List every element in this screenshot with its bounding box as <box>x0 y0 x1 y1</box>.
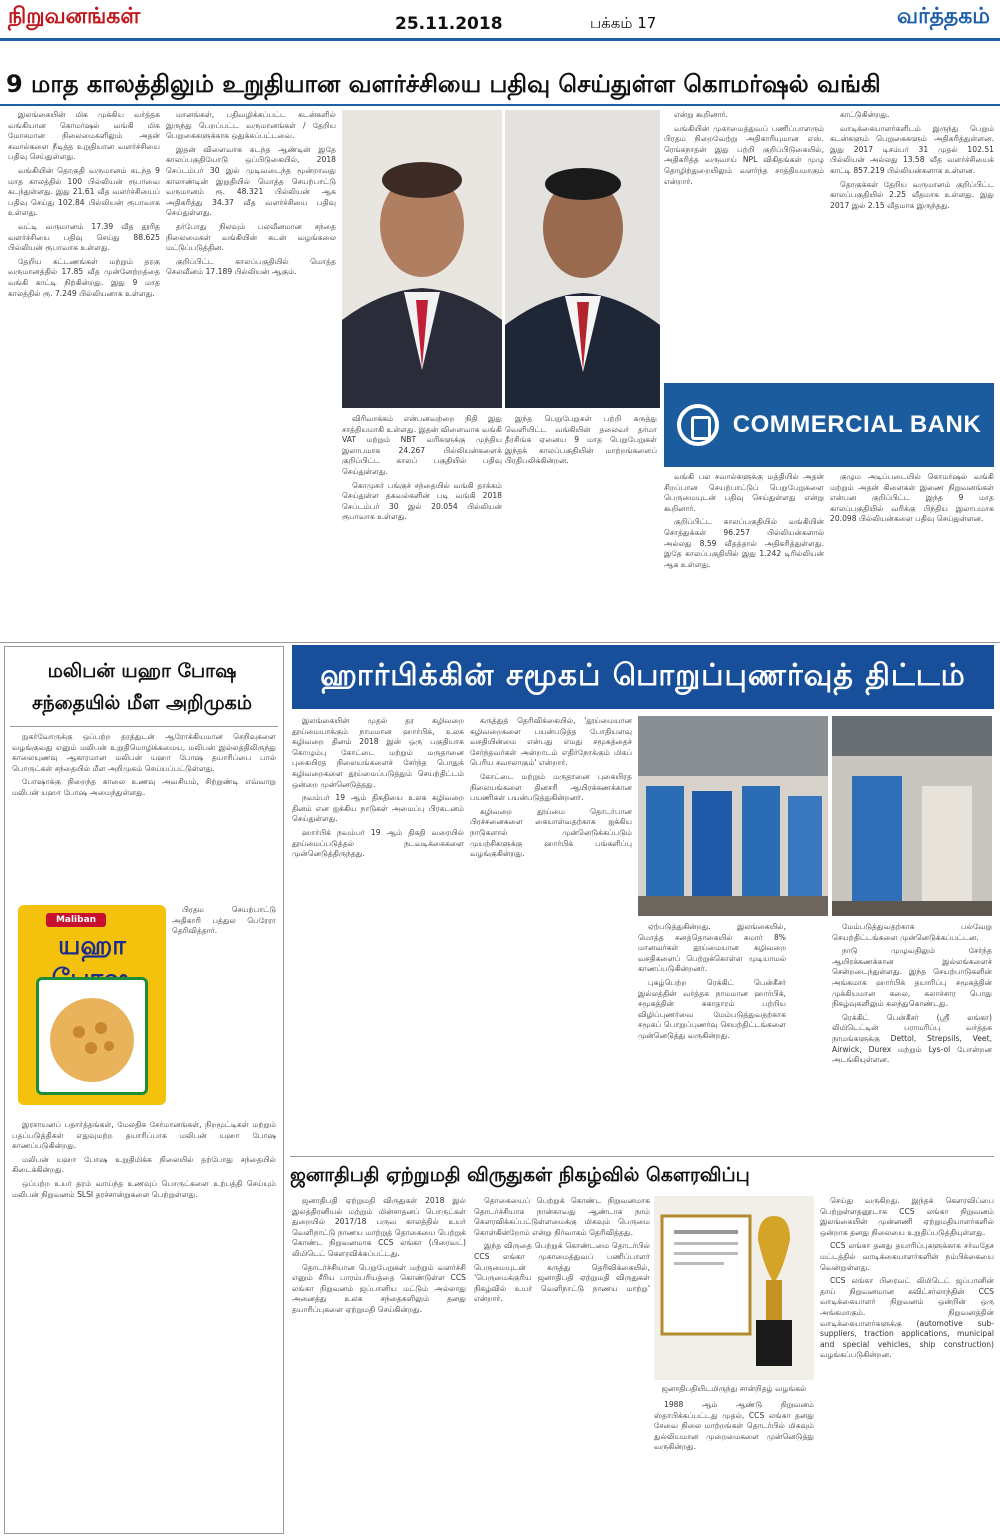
paragraph: பிரதம செயற்பாட்டு அதிகாரி பத்துல பெரேரா தெரிவித்தார். <box>172 905 276 936</box>
section-divider <box>290 1156 994 1157</box>
paragraph: நுகர்வோருக்கு ஒப்பற்ற தரத்துடன் ஆரோக்கியமான செறிவுகளை வழங்குவது எனும் மலிபன் உறுதிமொழிக்கமைய, மலிபன் இல்லத்திலிருந்து காலையுணவு ஆகாரமான மலிபன் யஹா போஷ தயாரிப்பை பால் பொருட்கள் சந்தையில் மீள அறிமுகம் செய்யப்பட்டுள்ளது. <box>12 732 276 773</box>
bank-logo-text: COMMERCIAL BANK <box>732 411 982 438</box>
article1-column-3 <box>342 414 502 640</box>
paragraph: இலங்கையின் முதல் தர கழிவறை தூய்மையாக்கும் நாமமான ஹார்பிக், உலக கழிவறை தினம் 2018 இன் ஒரு பகுதியாக கொழும்பு கோட்டை மற்றும் மருதானை புகையிரத நிலையங்களைச் சேர்ந்த பொதுக் கழிவறைகளை தூய்மைப்படுத்தும் செயற்திட்டம் ஒன்றை முன்னெடுத்தது. <box>292 716 464 789</box>
paragraph: கோட்டை மற்றும் மருதானை புகையிரத நிலையங்களை தினசரி ஆயிரக்கணக்கான பயணிகள் பயன்படுத்துகின்றனர். <box>470 771 632 803</box>
divider <box>10 726 278 727</box>
paragraph: தொகையைப் பெற்றுக் கொண்ட நிறுவனமாக தொடர்ச்சியாக நான்காவது ஆண்டாக நாம் கௌரவிக்கப்பட்டுள்ளமைக்கு மிகவும் பெருமை கொள்கின்றோம் என்று நிர்வாகம் தெரிவித்தது. <box>474 1196 650 1237</box>
article2-column-3 <box>638 922 786 1152</box>
paragraph: இந்த பெறுபேறுகள் பற்றி கருத்து வெளியிட்ட வங்கியின் தலைவர் தர்மா தீரசிங்க ஏனைய 9 மாத பெறுபேறுகள் இந்தக் காலப்பகுதியின் மாற்றங்களைப் பிரதிபலிக்கின்றன. <box>505 414 657 466</box>
paragraph: தேறிய கட்டணங்கள் மற்றும் தரகு வருமானத்தில் 17.85 வீத முன்னேற்றத்தை வங்கி காட்டி நிற்கின்றது. இது 9 மாத காலத்தில் ரூ. 7.249 பில்லியனாக உள்ளது. <box>8 256 160 298</box>
paragraph: ஏற்படுத்துகின்றது. இலங்கையில், மொத்த சனத்தொகையில் சுமார் 8% மானவர்கள் தூய்மையான கழிவறை வசதிகளைப் பெற்றுக்கொள்ள முடியாமல் காணப்படுகின்றனர். <box>638 922 786 974</box>
article3-column-3 <box>820 1196 994 1532</box>
bank-emblem-icon <box>677 404 719 446</box>
article1-column-1 <box>8 110 160 640</box>
paragraph: வங்கியின் முகாமைத்துவப் பணிப்பாளரும் பிரதம நிறைவேற்று அதிகாரியுமான எஸ். ரெங்கநாதன் இது பற்றி குறிப்பிடுகையில், அதிகரித்த வருவாய் NPL விகிதங்கள் முழு தொழிற்துறையிலும் வளர்ந்த சாத்தியமாகும் என்றார். <box>664 123 824 186</box>
sidebar-title-line-2: சந்தையில் மீள அறிமுகம் <box>31 692 253 714</box>
paragraph: வட்டி வருமானம் 17.39 வீத தூரித வளர்ச்சியை பதிவு செய்து 88.625 பில்லியன் ரூபாவாக உள்ளது. <box>8 221 160 253</box>
issue-date: 25.11.2018 <box>395 14 503 34</box>
managing-director-photo <box>505 110 660 408</box>
article2-column-3-spacer <box>792 922 828 1152</box>
paragraph: குழும அடிப்படையில் கொமர்ஷல் வங்கி மற்றும் அதன் கிளைகள் இணை நிறுவனங்கள் என்பன குறிப்பிட்ட இந்த 9 மாத காலப்பகுதியில் வரிக்கு பிந்திய இலாபமாக 20.098 பில்லியன்களை பதிவு செய்துள்ளன. <box>830 472 994 524</box>
article1-column-2 <box>166 110 336 640</box>
paragraph: இதன் விளைவாக கடந்த ஆண்டின் இதே காலப்பகுதியோடு ஒப்பிடுகையில், 2018 செப்டம்பர் 30 இல் முடிவடைந்த மூன்றாவது காலாண்டின் இறுதியில் மொத்த செயற்பாட்டு வருமானம் ரூ. 48.321 பில்லியன் ஆக அதிகரித்து 34.37 வீத வளர்ச்சியை பதிவு செய்துள்ளது. <box>166 144 336 218</box>
paragraph: இந்த விருதை பெற்றுக் கொண்டமை தொடர்பில் CCS லங்கா முகாமைத்துவப் பணிப்பாளர் பெருமையுடன் கருத்து தெரிவிக்கையில், 'பெருமைக்குரிய ஜனாதிபதி ஏற்றுமதி விருதுகள் நிகழ்வில் உயர் வெளிநாட்டு நாணய மாற்று' என்றார். <box>474 1241 650 1304</box>
article1-column-5b <box>830 472 994 640</box>
paragraph: தர்போது நிலவும் பலவீனமான சந்தை நிலைமைகள் வங்கியின் கடன் வழங்கலை மட்டுப்படுத்தின. <box>166 221 336 253</box>
paragraph: கொமுசுர் பங்குச் சந்தையில் வங்கி தாக்கம் செய்துள்ள தகவல்களின் படி வங்கி 2018 செப்டம்பர் 30 இல் 20.054 பில்லியன் ரூபாவாக உள்ளது. <box>342 480 502 522</box>
paragraph: 1988 ஆம் ஆண்டு நிறுவனம் ஸ்தாபிக்கப்பட்டது முதல், CCS லங்கா தனது சேவை நிலை மாற்றங்கள் தொடர்பில் மிகவும் துல்லியமான முறைமைகளை முன்னெடுத்து வருகின்றது. <box>654 1400 814 1452</box>
section-label-left: நிறுவனங்கள் <box>8 4 141 29</box>
section-label-right: வர்த்தகம் <box>897 4 990 29</box>
chairman-photo <box>342 110 502 408</box>
paragraph: என்று கூறினார். <box>674 110 728 119</box>
paragraph: நாடு முழுவதிலும் சேர்ந்த ஆயிரக்கணக்கான இல்லங்களைச் சென்றடைந்துள்ளது. இந்த செயற்பாடுகளின் அங்கமாக ஹார்பிக் தயாரிப்பு சமூகத்தின் முக்கியமான கலை, கலாச்சார பொது நிகழ்வுகளிலும் கலந்துகொண்டது. <box>832 946 992 1009</box>
product-bowl-image <box>36 977 148 1095</box>
paragraph: விரிவாக்கம் என்பனவற்றை நிதி இது சாத்தியமாகி உள்ளது. இதன் விளைவாக வங்கி VAT மற்றும் NBT வரிகளுக்கு முந்திய இலாபமாக 24.267 பில்லியன்களைக் குறிப்பிட்ட காலப் பகுதியில் பதிவு செய்துள்ளது. <box>342 414 502 476</box>
article3-column-2b <box>654 1400 814 1532</box>
commercial-bank-logo <box>664 383 994 467</box>
paragraph: தொகுக்கள் தேறிய வருமானம் குறிப்பிட்ட காலப்பகுதியில் 2.25 வீதமாக உள்ளது. இது 2017 இல் 2.15 வீதமாக இருந்தது. <box>830 179 994 210</box>
page-number: பக்கம் 17 <box>590 14 657 32</box>
paragraph: கருத்துத் தெரிவிக்கையில், 'தூய்மையான கழிவறைகளை பயன்படுத்த போதியளவு வசதியின்மை என்பது எமது சமூகத்தைச் சேர்ந்தவர்கள் அன்றாடம் எதிர்நோக்கும் மிகப் பெரிய சவாலாகும்' என்றார். <box>470 716 632 768</box>
harpic-headline: ஹார்பிக்கின் சமூகப் பொறுப்புணர்வுத் திட்டம் <box>320 657 966 693</box>
article1-column-3b <box>505 414 657 640</box>
sidebar-body-beside-image <box>172 905 276 1113</box>
sidebar-body-top <box>12 732 276 892</box>
paragraph: குறிப்பிட்ட காலப்பகுதியில் மொத்த செலவீனம் 17.189 பில்லியன் ஆகும். <box>166 256 336 277</box>
paragraph: ரெக்கிட் பென்கீசர் (ஸ்ரீ லங்கா) லிமிடெட்டின் பராமரிப்பு வர்த்தக நாமங்களுக்கு Dettol, Strepsils, Veet, Airwick, Durex மற்றும் Lys-ol போன்றன அடங்கியுள்ளன. <box>832 1012 992 1065</box>
paragraph: புகழ்பெற்ற ரெக்கிட் பென்கீசர் இல்லத்தின் வர்த்தக நாமமான ஹார்பிக், சமூகத்தின் சுகாதாரம் பற்றிய விழிப்புணர்வை மேம்படுத்துவதற்காக சமூகப் பொறுப்புணர்வு செயற்திட்டங்களை முன்னெடுத்து வருகின்றது. <box>638 977 786 1040</box>
paragraph: மேம்படுத்துவதற்காக பல்வேறு செயற்திட்டங்களை முன்னெடுக்கப்பட்டன. <box>832 922 992 942</box>
award-photo-caption: ஜனாதிபதியிடமிருந்து சான்றிதழ் வழங்கல் <box>661 1384 807 1393</box>
article2-column-2 <box>470 716 632 1152</box>
paragraph: வாடிக்கையாளர்களிடம் இருந்து பெறும் கடன்களும் பெறுகைகளும் அதிகரித்துள்ளன. இது 2017 டிசம்பர் 31 முதல் 102.51 பில்லியன் அல்லது 13.58 வீத வளர்ச்சியைக் காட்டி 857.219 பில்லியன்களாக உள்ளன. <box>830 123 994 175</box>
paragraph: ஜனாதிபதி ஏற்றுமதி விருதுகள் 2018 இல் இலத்திரனியல் மற்றும் மின்சாதனப் பொருட்கள் துறையில் 2017/18 பருவ காலத்தில் உயர் வெளிநாட்டு நாணய மாற்றுத் தொகையை பெற்றுக் கொண்ட நிறுவனமாக CCS லங்கா (பிரைவட்) லிமிடெட் கௌரவிக்கப்பட்டது. <box>292 1196 466 1258</box>
article3-headline: ஜனாதிபதி ஏற்றுமதி விருதுகள் நிகழ்வில் கௌரவிப்பு <box>290 1164 750 1186</box>
paragraph: CCS லங்கா தனது தயாரிப்புகளுக்காக சர்வதேச மட்டத்தில் வாடிக்கையாளர்களின் நம்பிக்கையை வென்றுள்ளது. <box>820 1241 994 1272</box>
sidebar-title-line-1: மலிபன் யஹா போஷ <box>47 660 237 682</box>
sidebar-body-bottom <box>12 1120 276 1530</box>
article3-column-2c <box>474 1410 650 1532</box>
paragraph: மலிபன் யஹா போஷ உறுதிமிக்க நிலையில் தற்போது சந்தையில் கிடைக்கின்றது. <box>12 1154 276 1175</box>
harpic-event-photo <box>638 716 828 916</box>
article1-headline: 9 மாத காலத்திலும் உறுதியான வளர்ச்சியை பதிவு செய்துள்ள கொமர்ஷல் வங்கி <box>6 70 881 98</box>
headline-divider <box>0 104 1000 106</box>
article1-column-5 <box>830 110 994 378</box>
paragraph: நவம்பர் 19 ஆம் திகதியை உலக கழிவறை தினம் என ஐக்கிய நாடுகள் அமைப்பு பிரகடனம் செய்துள்ளது. <box>292 793 464 824</box>
article2-column-1 <box>292 716 464 1152</box>
paragraph: போஷாக்கு நிறைந்த காலை உணவு அவசியம், சிற்றுண்டி எவ்வாறு மலிபன் யஹா போஷ அமைந்துள்ளது. <box>12 777 276 797</box>
paragraph: காட்டுகின்றது. <box>840 110 890 119</box>
paragraph: தொடர்ச்சியான பெறுபேறுகள் மற்றும் வளர்ச்சி எனும் சீரிய பாரம்பரியத்தை கொண்டுள்ள CCS லங்கா நிறுவனம் ஜப்பானிய மட்டும் அல்லாது அனைத்து உலக சந்தைகளிலும் தனது தயாரிப்புகளை ஏற்றுமதி செய்கின்றது. <box>292 1262 466 1314</box>
paragraph: செய்து வருகிறது. இந்தக் கௌரவிப்பை பெற்றுள்ளதனூடாக CCS லங்கா நிறுவனம் இலங்கையின் முன்னணி ஏற்றுமதியாளர்களில் ஒன்றாக தனது நிலையை உறுதிப்படுத்தியுள்ளது. <box>820 1196 994 1237</box>
article3-column-1 <box>292 1196 466 1532</box>
sidebar-title <box>8 655 276 719</box>
paragraph: இரசாயனப் பதார்த்தங்கள், மேலதிக சேர்மானங்கள், நிறமூட்டிகள் மற்றும் பதப்படுத்திகள் எதுவுமற்ற தயாரிப்பாக மலிபன் யஹா போஷ காணப்படுகின்றது. <box>12 1120 276 1151</box>
header-divider <box>0 38 1000 41</box>
paragraph: CCS லங்கா பிரைவட் லிமிடெட் ஜப்பானின் தாய் நிறுவனமான சுவிட்சர்லாந்தின் CCS வாடிக்கையாளர் நிறுவனம் ஒன்றின் ஒரு அங்கமாகும். நிறுவனத்தின் வாடிக்கையாளர்களுக்கு (automotive sub-suppliers, traction applications, municipal and special vehicles, ship construction) வழங்கப்படுகின்றன. <box>820 1276 994 1360</box>
paragraph: மானங்கள், பதிவழிக்கப்பட்ட கடன்களில் இருந்து பெறப்பட்ட வருமானங்கள் / தேறிய பெறுகைகளுக்காக ஒதுக்கப்பட்டவை. <box>166 110 336 141</box>
article2-column-4 <box>832 716 992 1152</box>
page-header <box>0 0 1000 62</box>
harpic-banner <box>292 645 994 709</box>
paragraph: கழிவறை தூய்மை தொடர்பான பிரச்சனைகளை கையாள்வதற்காக ஐக்கிய நாடுகளால் முன்னெடுக்கப்படும் முயற்சிகளுக்கு ஹார்பிக் பங்களிப்பு வழங்குகின்றது. <box>470 806 632 859</box>
paragraph: குறிப்பிட்ட காலப்பகுதியில் வங்கியின் சொத்துக்கள் 96.257 பில்லியன்களால் அல்லது 8.59 வீதத்தால் அதிகரித்துள்ளது. இதே காலப்பகுதியில் இது 1.242 டிரில்லியன் ஆக உள்ளது. <box>664 517 824 569</box>
section-divider <box>0 642 1000 643</box>
article1-column-4b <box>664 472 824 640</box>
product-name: யஹா <box>58 931 126 961</box>
article1-column-4 <box>664 110 824 378</box>
product-pack-image <box>18 905 166 1105</box>
paragraph: ஹார்பிக் நவம்பர் 19 ஆம் திகதி வரையில் தூய்மைப்படுத்தல் நடவடிக்கைகளை முன்னெடுத்திருந்தது. <box>292 827 464 859</box>
product-brand: Maliban <box>46 913 106 927</box>
paragraph: வங்கி பல சவால்களுக்கு மத்தியில் அதன் சிறப்பான செயற்பாட்டுப் பெறுபேறுகளை பெருமையுடன் பதிவு செய்துள்ளது என்று கூறினார். <box>664 472 824 513</box>
paragraph: வங்கியின் தொகுதி வருமானம் கடந்த 9 மாத காலத்தில் 100 பில்லியன் ரூபாவை கடந்துள்ளது. இது 21.61 வீத வளர்ச்சியைப் பதிவு செய்து 102.84 பில்லியன் ரூபாவாக உள்ளது. <box>8 165 160 218</box>
award-photo <box>654 1196 814 1380</box>
paragraph: இலங்கையின் மிக முக்கிய வர்த்தக வங்கியான கொமர்ஷல் வங்கி மிக மோசமான நிலைமைகளிலும் அதன் சவால்களை நீடித்த உறுதியான வளர்ச்சியை பதிவு செய்துள்ளது. <box>8 110 160 162</box>
paragraph: ஒப்பற்ற உயர் தரம் வாய்ந்த உணவுப் பொருட்களை உற்பத்தி செய்யும் மலிபன் நிறுவனம் SLSI தரச்சான்றுகளை பெற்றுள்ளது. <box>12 1178 276 1199</box>
article3-column-2 <box>474 1196 650 1406</box>
